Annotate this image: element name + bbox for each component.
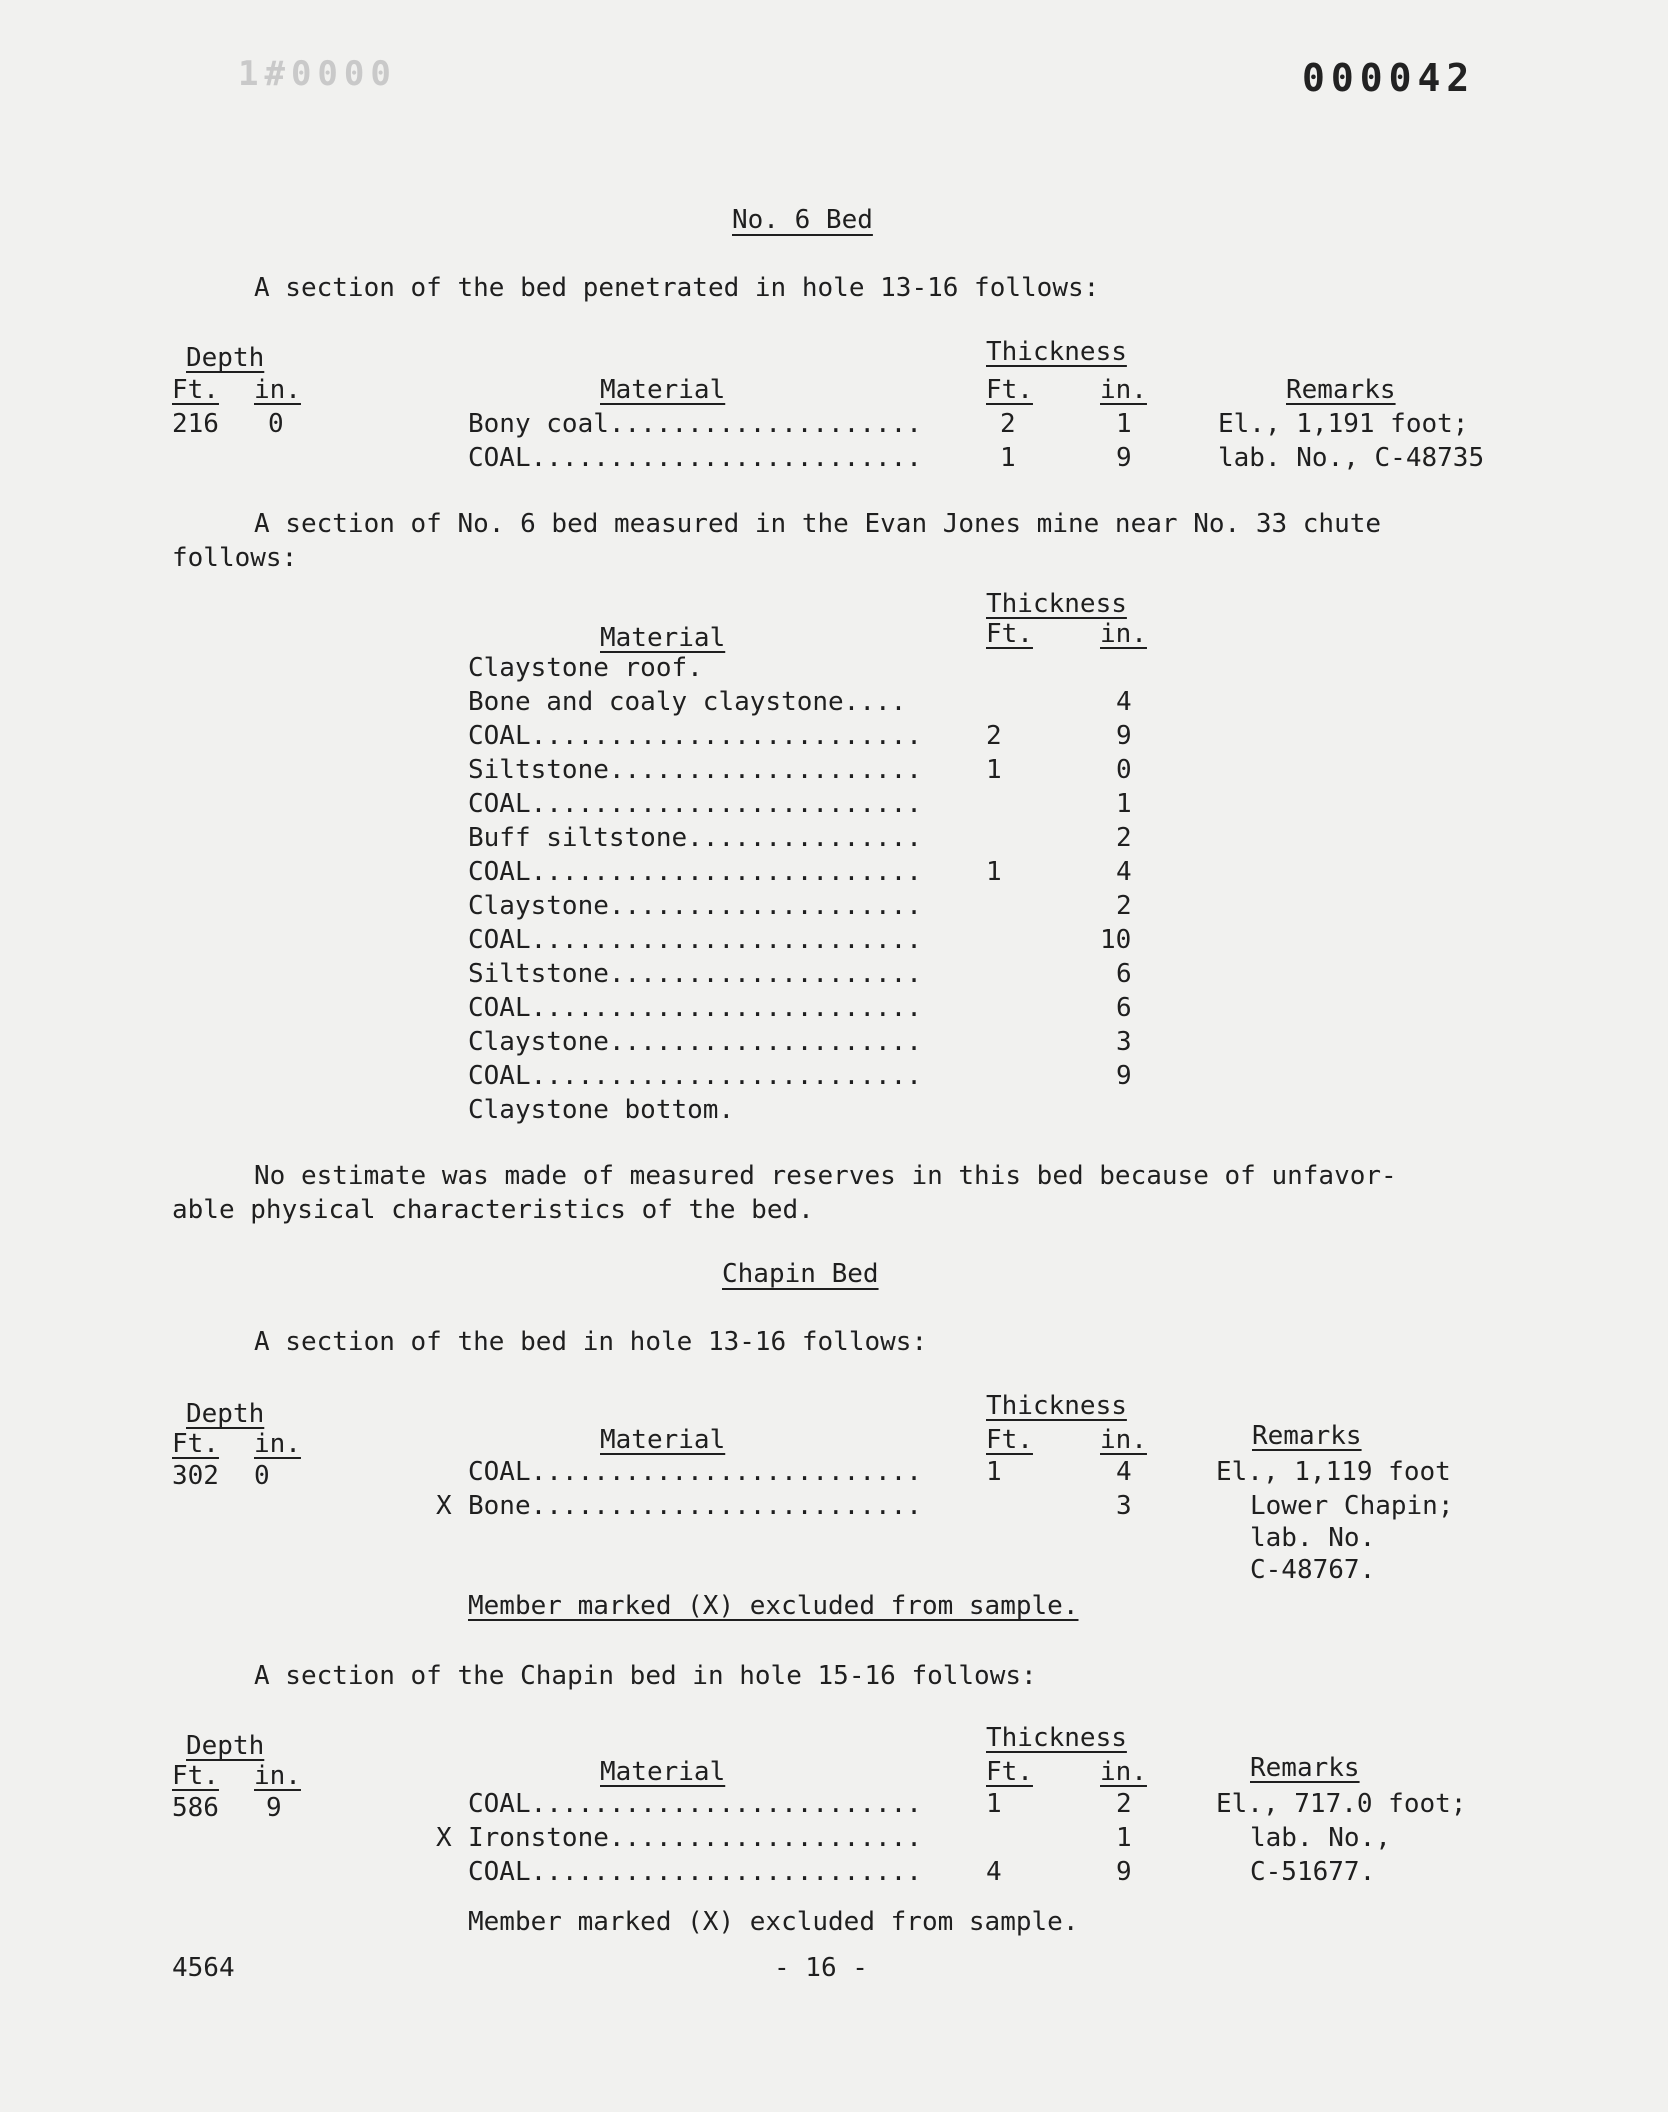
list-item-material: Claystone....................: [468, 891, 922, 921]
list-item-material: COAL.........................: [468, 789, 922, 819]
thickness-in-header: in.: [1100, 1425, 1147, 1455]
table-row-in: 4: [1116, 1457, 1132, 1487]
depth-in-value: 0: [268, 409, 284, 439]
table-row-material: COAL.........................: [468, 1457, 922, 1487]
table-row-material: COAL.........................: [468, 1857, 922, 1887]
list-item-in: 9: [1116, 1061, 1132, 1091]
remark-line: Lower Chapin;: [1250, 1491, 1454, 1521]
list-item-ft: 1: [986, 755, 1002, 785]
list-item-ft: 2: [986, 721, 1002, 751]
material-header: Material: [600, 1425, 726, 1455]
list-item-in: 4: [1116, 687, 1132, 717]
depth-header: Depth: [186, 1731, 265, 1761]
table-row-material: Bone.........................: [468, 1491, 922, 1521]
thickness-in-header: in.: [1100, 1757, 1147, 1787]
remarks-header: Remarks: [1252, 1421, 1362, 1451]
table-row-in: 9: [1116, 1857, 1132, 1887]
material-header: Material: [600, 375, 726, 405]
table-row-ft: 2: [1000, 409, 1016, 439]
no6-intro: A section of the bed penetrated in hole 13-16 follows:: [254, 273, 1100, 303]
list-item-in: 2: [1116, 823, 1132, 853]
list-item-in: 6: [1116, 959, 1132, 989]
depth-ft-header: Ft.: [172, 375, 219, 405]
table-row-ft: 4: [986, 1857, 1002, 1887]
list-item-in: 9: [1116, 721, 1132, 751]
table-row-in: 1: [1116, 409, 1132, 439]
remark-line: lab. No.,: [1250, 1823, 1391, 1853]
thickness-header: Thickness: [986, 337, 1127, 367]
list-item-material: COAL.........................: [468, 993, 922, 1023]
material-header: Material: [600, 1757, 726, 1787]
table-row-remark: lab. No., C-48735: [1218, 443, 1485, 473]
no-estimate-line1: No estimate was made of measured reserves in this bed because of unfavor-: [254, 1161, 1397, 1191]
thickness-header: Thickness: [986, 1391, 1127, 1421]
list-item-in: 2: [1116, 891, 1132, 921]
table-row-material: COAL.........................: [468, 1789, 922, 1819]
table-row-in: 9: [1116, 443, 1132, 473]
remark-line: C-51677.: [1250, 1857, 1376, 1887]
section-title-no6: No. 6 Bed: [732, 205, 873, 235]
list-item-material: Siltstone....................: [468, 959, 922, 989]
table-row-ft: 1: [986, 1789, 1002, 1819]
table-row-material: COAL.........................: [468, 443, 922, 473]
list-item-ft: 1: [986, 857, 1002, 887]
thickness-ft-header: Ft.: [986, 1425, 1033, 1455]
page-number: - 16 -: [774, 1953, 868, 1983]
list-item-material: Siltstone....................: [468, 755, 922, 785]
table-row-ft: 1: [986, 1457, 1002, 1487]
remark-line: El., 717.0 foot;: [1216, 1789, 1467, 1819]
list-item-material: COAL.........................: [468, 1061, 922, 1091]
list-item-material: Claystone roof.: [468, 653, 703, 683]
list-item-material: Bone and coaly claystone....: [468, 687, 907, 717]
depth-ft-value: 216: [172, 409, 219, 439]
remarks-header: Remarks: [1286, 375, 1396, 405]
list-item-in: 10: [1100, 925, 1132, 955]
excluded-mark: X: [436, 1491, 452, 1521]
table-row-ft: 1: [1000, 443, 1016, 473]
list-item-material: COAL.........................: [468, 925, 922, 955]
list-item-in: 3: [1116, 1027, 1132, 1057]
depth-ft-value: 586: [172, 1793, 219, 1823]
section-title-chapin: Chapin Bed: [722, 1259, 879, 1289]
list-item-material: COAL.........................: [468, 857, 922, 887]
list-item-in: 0: [1116, 755, 1132, 785]
section2-line1: A section of No. 6 bed measured in the Evan Jones mine near No. 33 chute: [254, 509, 1382, 539]
list-item-material: COAL.........................: [468, 721, 922, 751]
section2-line2: follows:: [172, 543, 298, 573]
list-item-material: Buff siltstone...............: [468, 823, 922, 853]
chapin-intro2: A section of the Chapin bed in hole 15-16 follows:: [254, 1661, 1037, 1691]
table-row-in: 1: [1116, 1823, 1132, 1853]
depth-ft-value: 302: [172, 1461, 219, 1491]
thickness-in-header: in.: [1100, 375, 1147, 405]
list-item-in: 6: [1116, 993, 1132, 1023]
depth-ft-header: Ft.: [172, 1761, 219, 1791]
depth-header: Depth: [186, 343, 265, 373]
table-row-material: Bony coal....................: [468, 409, 922, 439]
depth-in-header: in.: [254, 375, 301, 405]
thickness-ft-header-2: Ft.: [986, 619, 1033, 649]
thickness-ft-header: Ft.: [986, 375, 1033, 405]
remark-line: C-48767.: [1250, 1555, 1376, 1585]
depth-in-value: 9: [266, 1793, 282, 1823]
depth-ft-header: Ft.: [172, 1429, 219, 1459]
depth-header: Depth: [186, 1399, 265, 1429]
page-id: 000042: [1302, 56, 1476, 100]
thickness-in-header-2: in.: [1100, 619, 1147, 649]
chapin-intro1: A section of the bed in hole 13-16 follows:: [254, 1327, 928, 1357]
table-row-material: Ironstone....................: [468, 1823, 922, 1853]
depth-in-header: in.: [254, 1429, 301, 1459]
table-row-in: 3: [1116, 1491, 1132, 1521]
material-header-2: Material: [600, 623, 726, 653]
thickness-header-2: Thickness: [986, 589, 1127, 619]
remarks-header: Remarks: [1250, 1753, 1360, 1783]
table-row-in: 2: [1116, 1789, 1132, 1819]
table-row-remark: El., 1,191 foot;: [1218, 409, 1469, 439]
thickness-ft-header: Ft.: [986, 1757, 1033, 1787]
list-item-material: Claystone bottom.: [468, 1095, 735, 1125]
depth-in-value: 0: [254, 1461, 270, 1491]
list-item-material: Claystone....................: [468, 1027, 922, 1057]
excluded-note: Member marked (X) excluded from sample.: [468, 1591, 1079, 1621]
doc-number: 4564: [172, 1953, 235, 1983]
excluded-note: Member marked (X) excluded from sample.: [468, 1907, 1079, 1937]
depth-in-header: in.: [254, 1761, 301, 1791]
thickness-header: Thickness: [986, 1723, 1127, 1753]
remark-line: El., 1,119 foot: [1216, 1457, 1451, 1487]
list-item-in: 4: [1116, 857, 1132, 887]
ghost-page-number: 1#0000: [238, 54, 397, 94]
remark-line: lab. No.: [1250, 1523, 1376, 1553]
excluded-mark: X: [436, 1823, 452, 1853]
list-item-in: 1: [1116, 789, 1132, 819]
no-estimate-line2: able physical characteristics of the bed.: [172, 1195, 814, 1225]
